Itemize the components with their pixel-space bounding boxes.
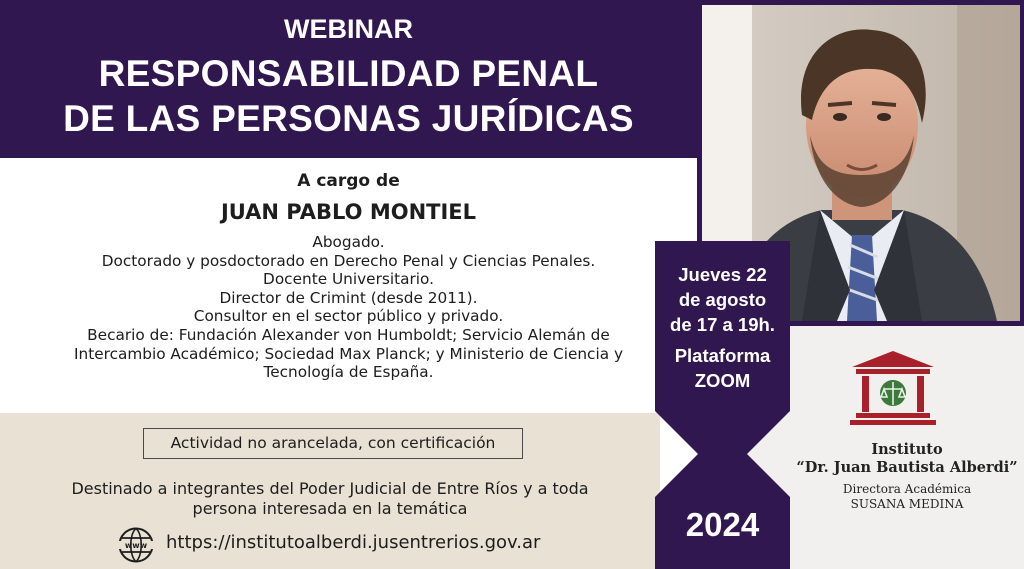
audience-line-2: persona interesada en la temática bbox=[192, 499, 468, 518]
event-month: de agosto bbox=[678, 289, 767, 310]
bio-line: Consultor en el sector público y privado. bbox=[193, 307, 504, 326]
event-year: 2024 bbox=[685, 506, 760, 543]
event-platform bbox=[655, 343, 790, 393]
event-time: de 17 a 19h. bbox=[670, 314, 775, 335]
event-day: Jueves 22 bbox=[678, 264, 767, 285]
webinar-label: WEBINAR bbox=[284, 14, 413, 44]
audience-text bbox=[0, 479, 660, 519]
director-role: Directora Académica bbox=[842, 482, 972, 496]
svg-text:www: www bbox=[124, 541, 148, 550]
bio-line: Tecnología de España. bbox=[263, 363, 434, 382]
bio-line: Docente Universitario. bbox=[263, 270, 434, 289]
globe-www-icon bbox=[118, 527, 154, 563]
bio-line: Doctorado y posdoctorado en Derecho Penal y Ciencias Penales. bbox=[101, 251, 596, 270]
bio-line: Abogado. bbox=[312, 233, 385, 251]
platform-line-2: ZOOM bbox=[694, 370, 751, 391]
title-line-2: DE LAS PERSONAS JURÍDICAS bbox=[63, 98, 634, 139]
bio-line: Becario de: Fundación Alexander von Humboldt; Servicio Alemán de bbox=[87, 325, 610, 344]
speaker-bio bbox=[0, 233, 697, 382]
bio-line: Intercambio Académico; Sociedad Max Planck; y Ministerio de Ciencia y bbox=[74, 344, 623, 363]
audience-line-1: Destinado a integrantes del Poder Judicial de Entre Ríos y a toda bbox=[71, 479, 589, 498]
institute-website-link[interactable]: https://institutoalberdi.jusentrerios.gov.ar bbox=[166, 532, 541, 553]
bio-line: Director de Crimint (desde 2011). bbox=[219, 288, 478, 307]
title-line-1: RESPONSABILIDAD PENAL bbox=[98, 53, 599, 94]
director-name: SUSANA MEDINA bbox=[850, 497, 964, 511]
temple-scales-icon bbox=[848, 349, 938, 427]
speaker-intro: A cargo de bbox=[297, 171, 400, 191]
event-date bbox=[655, 262, 790, 337]
certification-badge: Actividad no arancelada, con certificación bbox=[143, 428, 523, 459]
institute-label: Instituto bbox=[871, 441, 943, 458]
speaker-name: JUAN PABLO MONTIEL bbox=[220, 200, 477, 224]
platform-line-1: Plataforma bbox=[674, 345, 771, 366]
institute-name: “Dr. Juan Bautista Alberdi” bbox=[796, 459, 1018, 476]
